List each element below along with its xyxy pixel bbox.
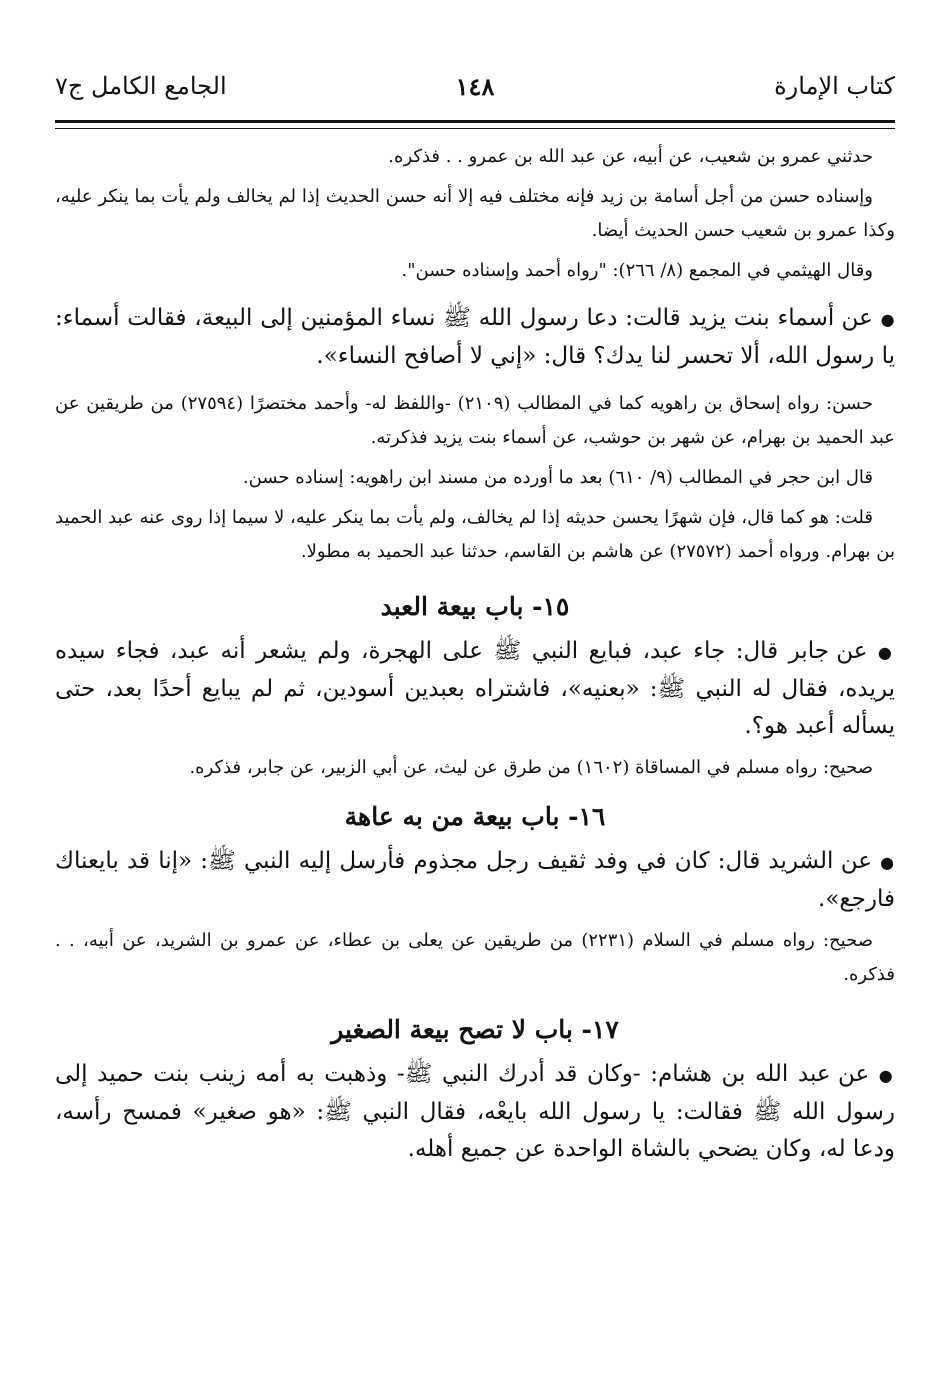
hadith-text: [55, 1056, 895, 1168]
takhrij-paragraph: حسن: رواه إسحاق بن راهويه كما في المطالب (٢١٠٩) -واللفظ له- وأحمد مختصرًا (٢٧٥٩٤) من طريقين عن عبد الحميد بن بهرام، عن شهر بن حوشب، عن أسماء بنت يزيد فذكرته.: [55, 393, 895, 448]
hadith-body: عن أسماء بنت يزيد قالت: دعا رسول الله ﷺ نساء المؤمنين إلى البيعة، فقالت أسماء: يا رسول الله، ألا تحسر لنا يدك؟ قال: «إني لا أصافح النساء».: [55, 305, 895, 369]
commentary-paragraph: قال ابن حجر في المطالب (٩/ ٦١٠) بعد ما أورده من مسند ابن راهويه: إسناده حسن.: [242, 467, 873, 488]
book-title: الجامع الكامل ج٧: [55, 72, 227, 100]
hadith-body: عن الشريد قال: كان في وفد ثقيف رجل مجذوم فأرسل إليه النبي ﷺ: «إنا قد بايعناك فارجع».: [55, 848, 895, 912]
commentary-paragraph: قلت: هو كما قال، فإن شهرًا يحسن حديثه إذا لم يخالف، ولم يأت بما ينكر عليه، لا سيما إذا روى عنه عبد الحميد بن بهرام. ورواه أحمد (٢٧٥٧٢) عن هاشم بن القاسم، حدثنا عبد الحميد به مطولا.: [55, 507, 895, 562]
page-body: [55, 140, 895, 1168]
bullet-icon: ●: [880, 853, 895, 872]
bullet-icon: ●: [880, 310, 896, 329]
hadith-body: عن جابر قال: جاء عبد، فبايع النبي ﷺ على الهجرة، ولم يشعر أنه عبد، فجاء سيده يريده، فقال له النبي ﷺ: «بعنيه»، فاشتراه بعبدين أسودين، ثم لم يبايع أحدًا بعد، حتى يسأله أعبد هو؟.: [55, 638, 895, 739]
hadith-text: [55, 843, 895, 918]
commentary-paragraph: حدثني عمرو بن شعيب، عن أبيه، عن عبد الله بن عمرو . . فذكره.: [388, 146, 873, 167]
takhrij-paragraph: صحيح: رواه مسلم في المساقاة (١٦٠٢) من طرق عن ليث، عن أبي الزبير، عن جابر، فذكره.: [189, 757, 873, 778]
section-heading-17: ١٧- باب لا تصح بيعة الصغير: [331, 1015, 619, 1044]
commentary-paragraph: وقال الهيثمي في المجمع (٨/ ٢٦٦): "رواه أحمد وإسناده حسن".: [401, 260, 873, 281]
running-header: [55, 72, 895, 112]
hadith-text: [55, 633, 895, 745]
section-heading-15: ١٥- باب بيعة العبد: [380, 592, 570, 621]
page-number: ١٤٨: [455, 72, 495, 101]
takhrij-paragraph: صحيح: رواه مسلم في السلام (٢٢٣١) من طريقين عن يعلى بن عطاء، عن عمرو بن الشريد، عن أبيه، . . فذكره.: [55, 930, 895, 985]
hadith-text: [55, 300, 895, 375]
chapter-title: كتاب الإمارة: [774, 72, 895, 100]
bullet-icon: ●: [878, 1066, 896, 1085]
commentary-paragraph: وإسناده حسن من أجل أسامة بن زيد فإنه مختلف فيه إلا أنه حسن الحديث إذا لم يخالف ولم يأت بما ينكر عليه، وكذا عمرو بن شعيب حسن الحديث أيضا.: [55, 186, 895, 241]
hadith-body: عن عبد الله بن هشام: -وكان قد أدرك النبي ﷺ- وذهبت به أمه زينب بنت حميد إلى رسول الله ﷺ فقالت: يا رسول الله بايعْه، فقال النبي ﷺ: «هو صغير» فمسح رأسه، ودعا له، وكان يضحي بالشاة الواحدة عن جميع أهله.: [55, 1061, 895, 1162]
header-rule-thick: [55, 120, 895, 123]
section-heading-16: ١٦- باب بيعة من به عاهة: [344, 802, 606, 831]
bullet-icon: ●: [877, 643, 896, 662]
header-rule-thin: [55, 128, 895, 129]
